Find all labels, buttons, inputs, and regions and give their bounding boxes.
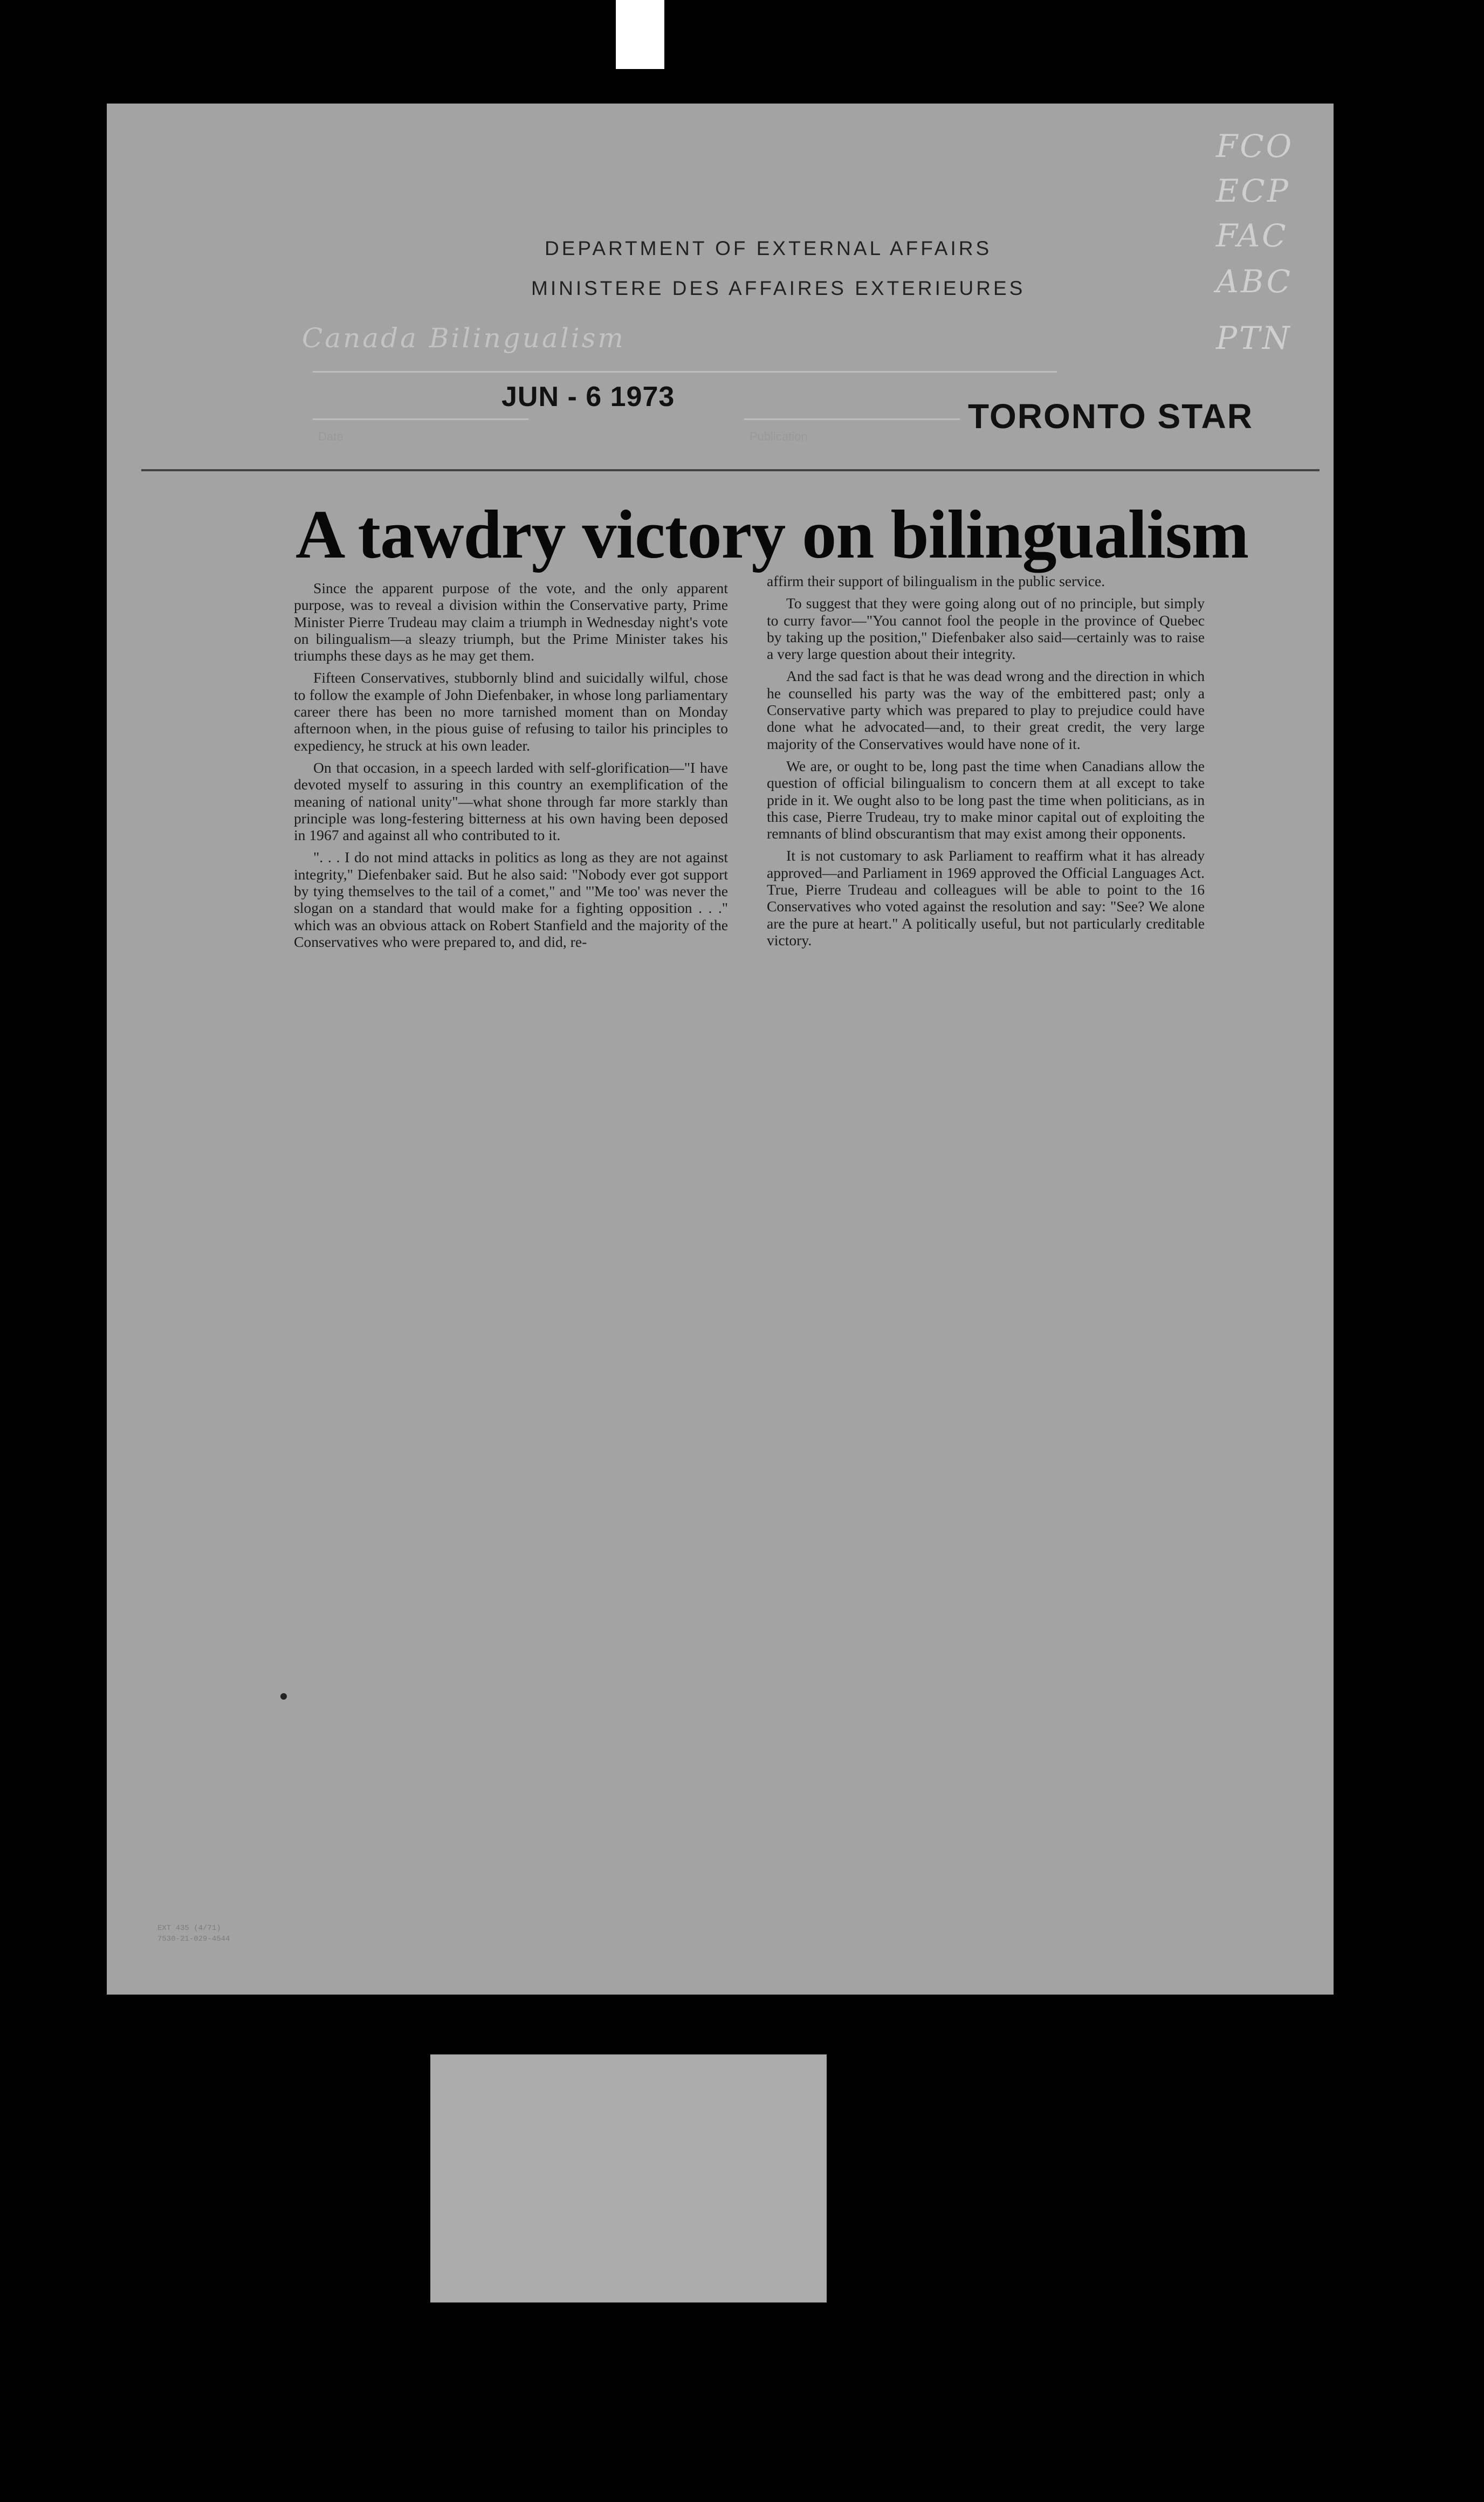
ink-speck bbox=[280, 1693, 287, 1700]
header-rule bbox=[141, 469, 1320, 471]
subject-line bbox=[313, 371, 1057, 373]
left-paragraph-3: On that occasion, in a speech larded with self-glorification—"I have devoted myself to assuring in this country an exemplification of the meaning of national unity"—what shone through far more starkly than principle was long-festering bitterness at his own having been deposed in 1967 and against all who contributed to it. bbox=[294, 759, 728, 844]
right-paragraph-4: We are, or ought to be, long past the time when Canadians allow the question of official bilingualism to concern them at all except to take pride in it. We ought also to be long past the time when politicians, as in this case, Pierre Trudeau, try to make minor capital out of exploiting the remnants of blind obscurantism that may exist among their opponents. bbox=[767, 757, 1205, 842]
stock-number: 7530-21-029-4544 bbox=[157, 1935, 230, 1943]
publication-name: TORONTO STAR bbox=[968, 397, 1253, 436]
department-french: MINISTERE DES AFFAIRES EXTERIEURES bbox=[531, 277, 1026, 299]
handwritten-subject-note: Canada Bilingualism bbox=[302, 322, 626, 354]
document-page bbox=[107, 104, 1334, 1995]
publication-label: Publication bbox=[750, 430, 808, 443]
left-paragraph-4: ". . . I do not mind attacks in politics as long as they are not against integrity," Diefenbaker said. But he also said: "Nobody ever got support by tying themselves to the tail of a comet," and "'Me too' was never the slogan on a standard that would make for a fighting opposition . . ." which was an obvious attack on Robert Stanfield and the majority of the Conservatives who were prepared to, and did, re- bbox=[294, 849, 728, 950]
publication-line bbox=[744, 418, 960, 420]
article-left-column bbox=[294, 580, 728, 956]
clipping-date: JUN - 6 1973 bbox=[501, 381, 675, 413]
department-english: DEPARTMENT OF EXTERNAL AFFAIRS bbox=[545, 237, 992, 259]
blank-slip bbox=[430, 2054, 827, 2302]
date-line bbox=[313, 418, 528, 420]
right-paragraph-3: And the sad fact is that he was dead wrong and the direction in which he counselled his party was the way of the embittered past; only a Conservative party which was prepared to play to prejudice could have done what he advocated—and, to their great credit, the very large majority of the Conservatives would have none of it. bbox=[767, 668, 1205, 752]
left-paragraph-1: Since the apparent purpose of the vote, and the only apparent purpose, was to reveal a division within the Conservative party, Prime Minister Pierre Trudeau may claim a triumph in Wednesday night's vote on bilingualism—a sleazy triumph, but the Prime Minister takes his triumphs these days as he may get them. bbox=[294, 580, 728, 664]
left-paragraph-2: Fifteen Conservatives, stubbornly blind and suicidally wilful, chose to follow the example of John Diefenbaker, in whose long parliamentary career there has been no more tarnished moment than on Monday afternoon when, in the pious guise of refusing to tailor his principles to expediency, he struck at his own leader. bbox=[294, 669, 728, 754]
initial-1: FCO bbox=[1216, 128, 1294, 164]
right-paragraph-5: It is not customary to ask Parliament to reaffirm what it has already approved—and Parliament in 1969 approved the Official Languages Act. True, Pierre Trudeau and colleagues will be able to point to the 16 Conservatives who voted against the resolution and say: "See? We alone are the pure at heart." A politically useful, but not particularly creditable victory. bbox=[767, 847, 1205, 948]
right-paragraph-1: affirm their support of bilingualism in the public service. bbox=[767, 573, 1105, 589]
article-headline: A tawdry victory on bilingualism bbox=[296, 496, 1249, 573]
initial-5: PTN bbox=[1216, 320, 1292, 356]
article-right-column bbox=[767, 573, 1205, 954]
initial-2: ECP bbox=[1216, 173, 1290, 209]
initial-3: FAC bbox=[1216, 217, 1288, 254]
right-paragraph-2: To suggest that they were going along out of no principle, but simply to curry favor—"You cannot fool the people in the province of Quebec by taking up the position," Diefenbaker also said—certainly was to raise a very large question about their integrity. bbox=[767, 595, 1205, 663]
film-edge-tab bbox=[616, 0, 664, 69]
date-label: Date bbox=[318, 430, 343, 443]
form-stamp bbox=[157, 1923, 230, 1944]
form-number: EXT 435 (4/71) bbox=[157, 1924, 221, 1933]
initial-4: ABC bbox=[1216, 263, 1293, 300]
